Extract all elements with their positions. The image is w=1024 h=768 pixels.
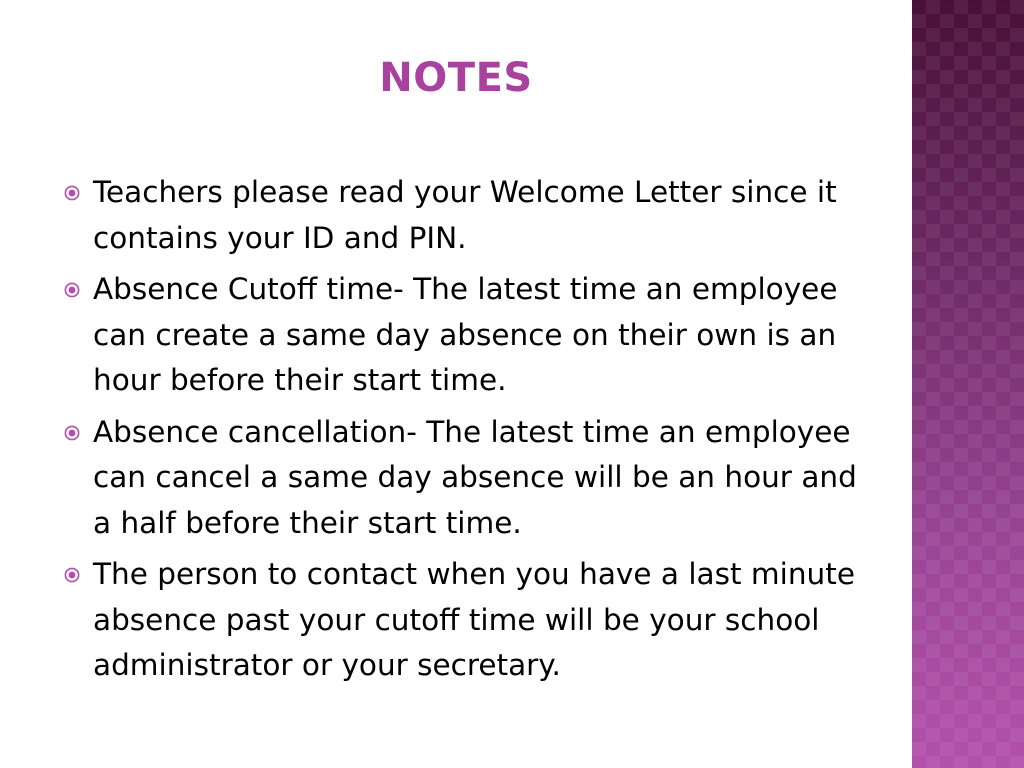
bullet-text: Absence cancellation- The latest time an employee can cancel a same day absence will be an hour and a half before their start time.: [93, 414, 857, 540]
decorative-sidebar: [912, 0, 1024, 768]
circled-dot-icon: [64, 185, 80, 201]
bullet-item: [64, 410, 864, 547]
slide-title: NOTES: [379, 55, 533, 101]
bullet-item: [64, 552, 864, 689]
bullet-item: [64, 170, 864, 261]
bullet-text: Teachers please read your Welcome Letter since it contains your ID and PIN.: [93, 175, 837, 255]
bullet-item: [64, 267, 864, 404]
circled-dot-icon: [64, 282, 80, 298]
circled-dot-icon: [64, 425, 80, 441]
bullet-text: The person to contact when you have a last minute absence past your cutoff time will be your school administrator or your secretary.: [93, 557, 855, 682]
bullet-text: Absence Cutoff time- The latest time an employee can create a same day absence on their own is an hour before their start time.: [93, 272, 838, 397]
bullet-list: [64, 170, 864, 695]
circled-dot-icon: [64, 567, 80, 583]
slide-title-box: [0, 52, 912, 104]
